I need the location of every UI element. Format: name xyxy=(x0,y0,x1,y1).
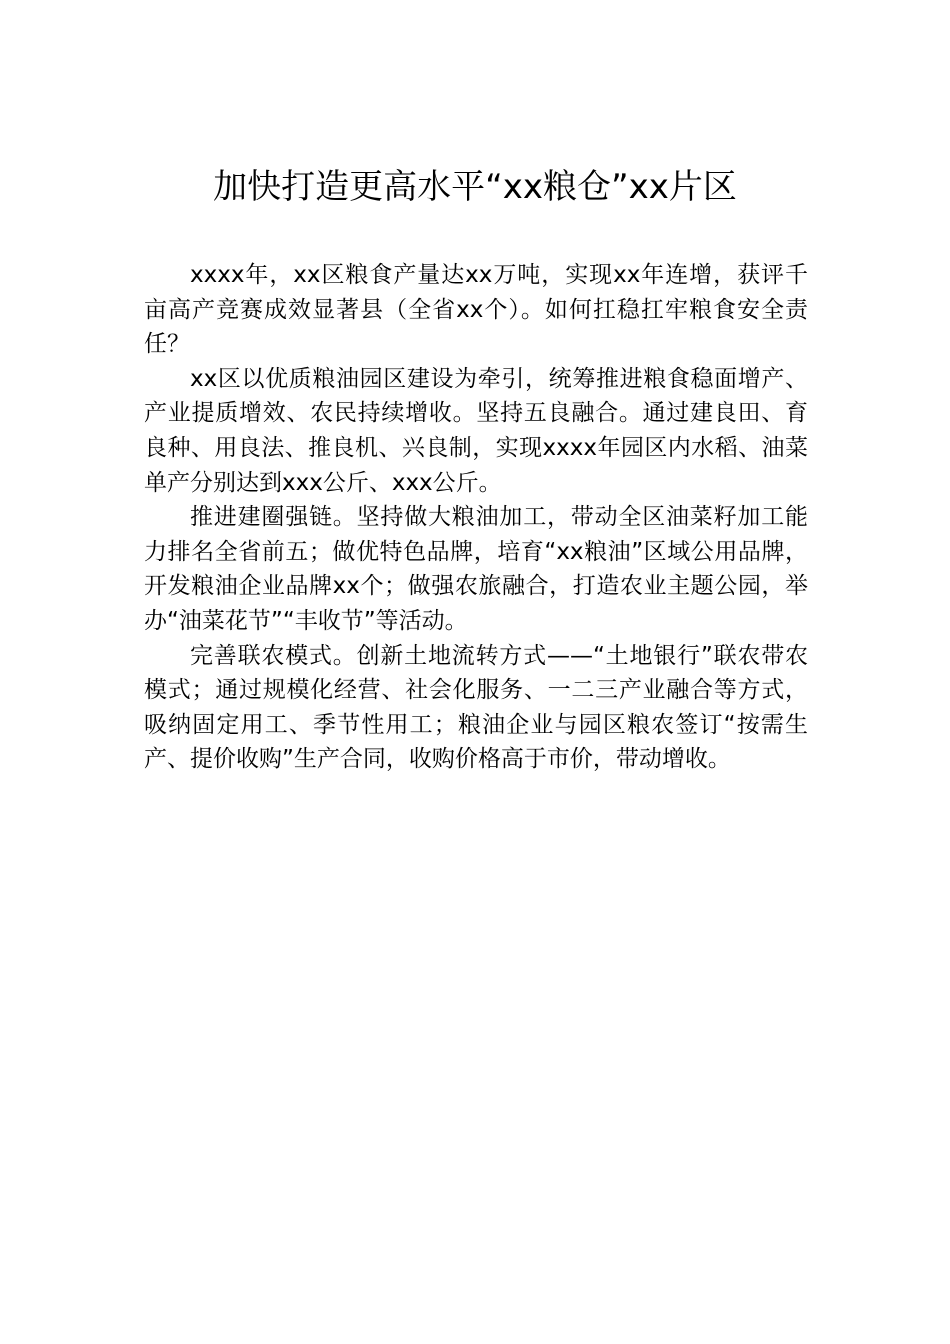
paragraph-five-good-fusion: xx区以优质粮油园区建设为牵引，统筹推进粮食稳面增产、产业提质增效、农民持续增收。坚持五良融合。通过建良田、育良种、用良法、推良机、兴良制，实现xxxx年园区内水稻、油菜单产分别达到xxx公斤、xxx公斤。 xyxy=(144,365,808,496)
paragraph-industry-chain: 推进建圈强链。坚持做大粮油加工，带动全区油菜籽加工能力排名全省前五；做优特色品牌，培育“xx粮油”区域公用品牌，开发粮油企业品牌xx个；做强农旅融合，打造农业主题公园，举办“油菜花节”“丰收节”等活动。 xyxy=(144,504,808,634)
document-title: 加快打造更高水平“xx粮仓”xx片区 xyxy=(213,167,737,207)
paragraph-farmer-linkage: 完善联农模式。创新土地流转方式——“土地银行”联农带农模式；通过规模化经营、社会化服务、一二三产业融合等方式，吸纳固定用工、季节性用工；粮油企业与园区粮农签订“按需生产、提价收购”生产合同，收购价格高于市价，带动增收。 xyxy=(144,642,808,773)
paragraph-intro: xxxx年，xx区粮食产量达xx万吨，实现xx年连增，获评千亩高产竞赛成效显著县（全省xx个）。如何扛稳扛牢粮食安全责任？ xyxy=(144,262,808,358)
document-body xyxy=(144,258,808,777)
